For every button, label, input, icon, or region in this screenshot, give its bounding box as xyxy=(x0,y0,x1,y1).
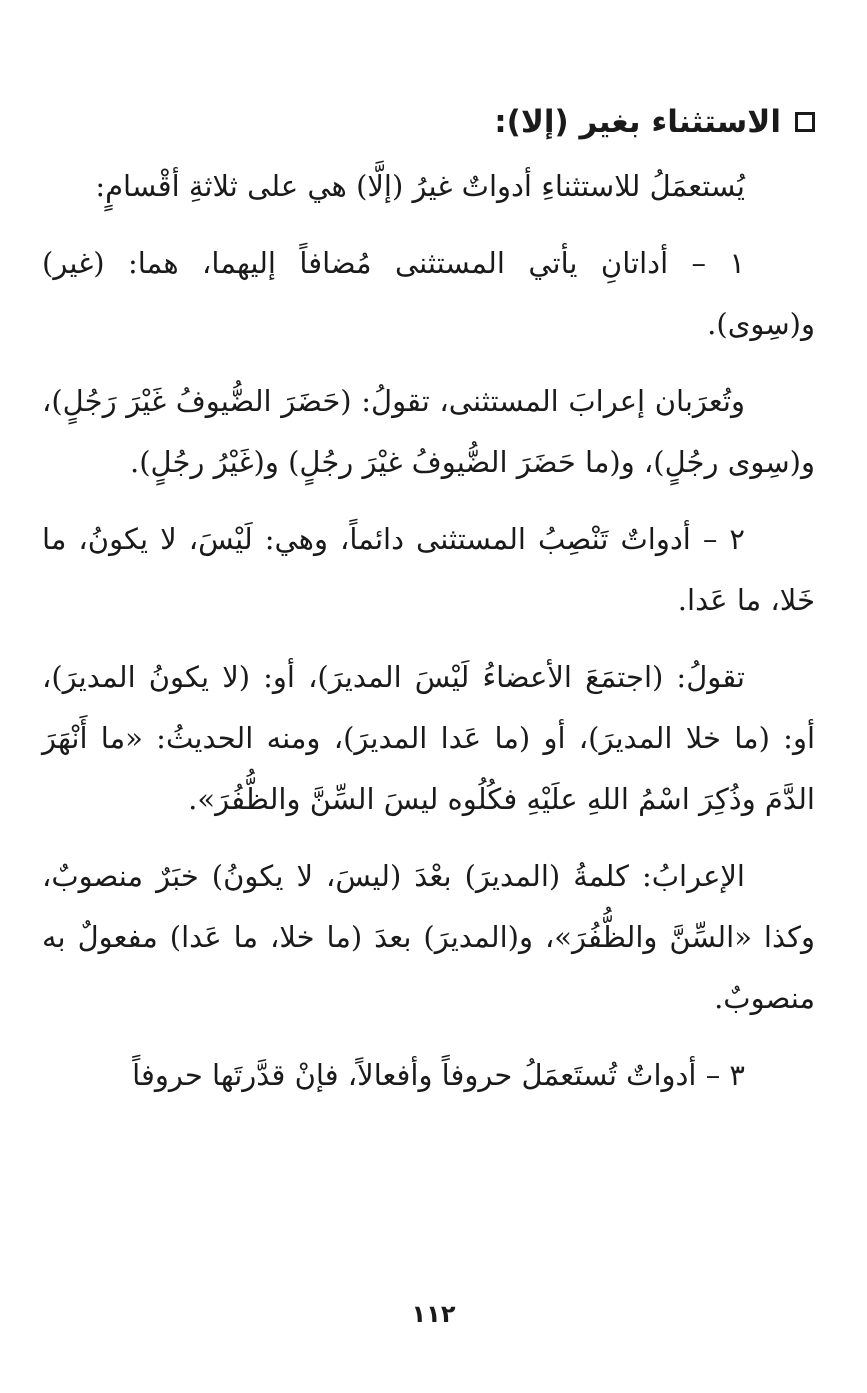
section-heading xyxy=(42,92,815,152)
checkbox-square-icon xyxy=(795,112,815,132)
paragraph-intro: يُستعمَلُ للاستثناءِ أدواتٌ غيرُ (إلَّا) هي على ثلاثةِ أقْسامٍ: xyxy=(95,169,745,203)
paragraph-point-1: ١ – أداتانِ يأتي المستثنى مُضافاً إليهما، هما: (غير) و(سِوى). xyxy=(42,246,815,341)
paragraph-point-2: ٢ – أدواتٌ تَنْصِبُ المستثنى دائماً، وهي: لَيْسَ، لا يكونُ، ما خَلا، ما عَدا. xyxy=(42,522,815,617)
page-body xyxy=(42,92,815,1122)
paragraph-point-1-example: وتُعرَبان إعرابَ المستثنى، تقولُ: (حَضَرَ الضُّيوفُ غَيْرَ رَجُلٍ)، و(سِوى رجُلٍ)، و(ما حَضَرَ الضُّيوفُ غيْرَ رجُلٍ) و(غَيْرُ رجُلٍ). xyxy=(42,384,815,479)
section-heading-title: الاستثناء بغير (إلا): xyxy=(494,104,781,140)
page-number: ١١٢ xyxy=(411,1300,456,1328)
paragraph-point-2-example: تقولُ: (اجتمَعَ الأعضاءُ لَيْسَ المديرَ)، أو: (لا يكونُ المديرَ)، أو: (ما خلا المديرَ)، أو (ما عَدا المديرَ)، ومنه الحديثُ: «ما أَنْهَرَ الدَّمَ وذُكِرَ اسْمُ اللهِ علَيْهِ فكُلُوه ليسَ السِّنَّ والظُّفُرَ». xyxy=(42,660,815,816)
paragraph-point-3: ٣ – أدواتٌ تُستَعمَلُ حروفاً وأفعالاً، فإنْ قدَّرتَها حروفاً xyxy=(132,1058,745,1092)
paragraph-parsing: الإعرابُ: كلمةُ (المديرَ) بعْدَ (ليسَ، لا يكونُ) خبَرٌ منصوبٌ، وكذا «السِّنَّ والظُّفُرَ»، و(المديرَ) بعدَ (ما خلا، ما عَدا) مفعولٌ به منصوبٌ. xyxy=(42,859,815,1015)
